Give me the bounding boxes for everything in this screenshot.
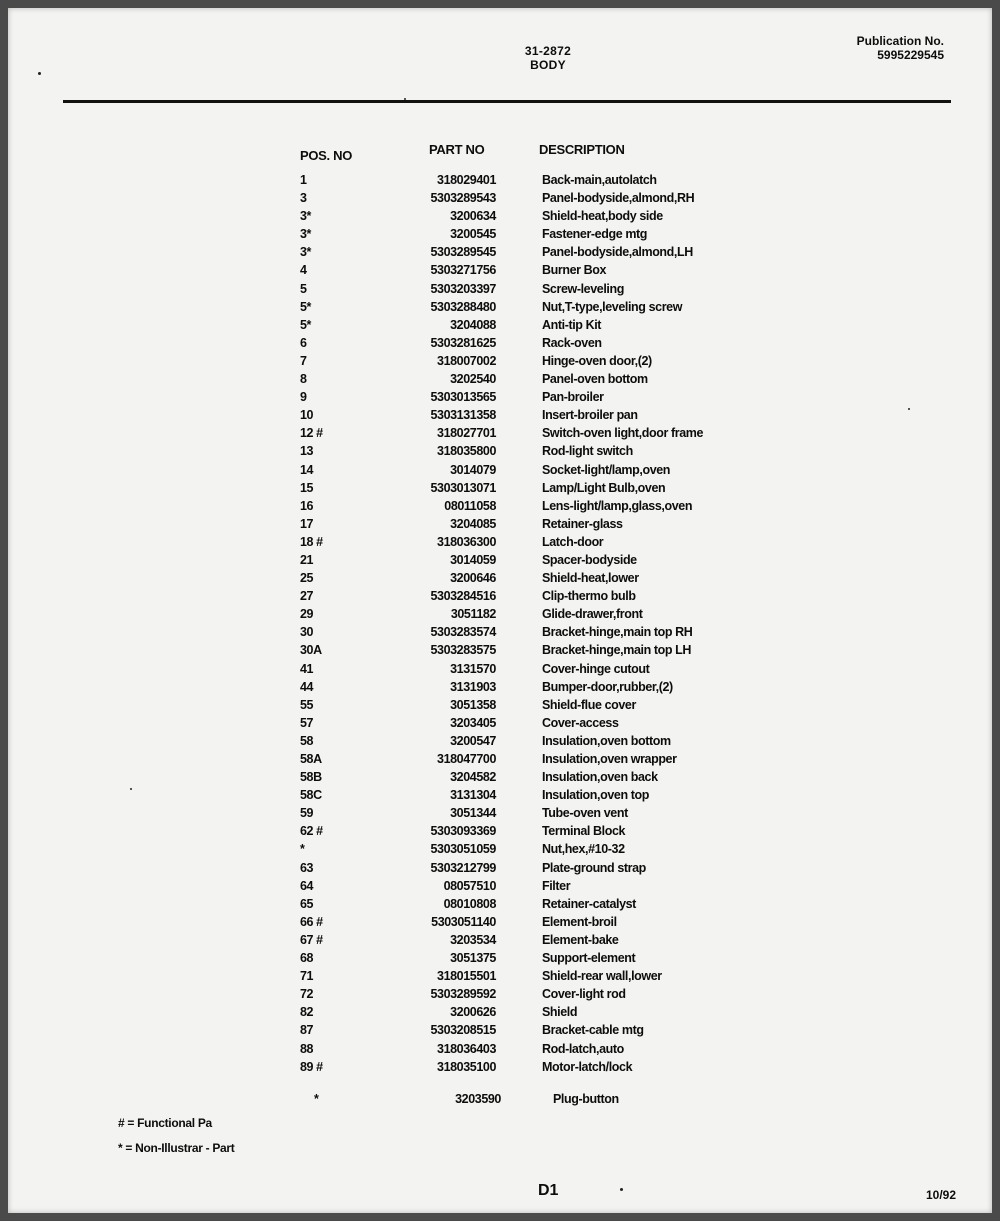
- part-description: Shield-rear wall,lower: [542, 969, 662, 984]
- section-title: BODY: [530, 58, 566, 72]
- position-number: 68: [300, 951, 314, 966]
- part-number: 3200634: [450, 209, 496, 224]
- table-row: [8, 336, 992, 354]
- part-description: Element-bake: [542, 932, 619, 947]
- position-number: 29: [300, 607, 314, 622]
- table-row: [8, 879, 992, 897]
- revision-date: 10/92: [925, 1188, 956, 1202]
- part-description: Panel-bodyside,almond,LH: [542, 245, 693, 260]
- scan-speck: [404, 98, 406, 100]
- part-number: 318029401: [437, 173, 496, 187]
- position-number: 27: [300, 589, 314, 604]
- part-description: Socket-light/lamp,oven: [542, 462, 671, 477]
- position-number: 6: [300, 335, 307, 350]
- part-number: 3200626: [450, 1005, 496, 1020]
- table-row: [8, 987, 992, 1005]
- part-number: 3051344: [450, 806, 496, 821]
- position-number: 41: [300, 661, 314, 676]
- part-number: 318027701: [437, 426, 496, 441]
- part-description: Motor-latch/lock: [542, 1059, 633, 1074]
- part-number: 318035100: [437, 1059, 496, 1074]
- table-row: [8, 698, 992, 716]
- part-description: Latch-door: [542, 534, 604, 549]
- table-row: [8, 680, 992, 698]
- part-number: 08010808: [443, 896, 496, 911]
- part-number: 3131903: [450, 679, 496, 694]
- part-description: Rod-light switch: [542, 444, 633, 459]
- table-row: [8, 1060, 992, 1078]
- position-number: 17: [300, 516, 314, 531]
- part-description: Switch-oven light,door frame: [542, 426, 704, 441]
- position-number: 55: [300, 697, 314, 712]
- part-description: Panel-oven bottom: [542, 372, 648, 387]
- part-description: Insert-broiler pan: [542, 408, 638, 423]
- part-number: 3200545: [450, 227, 496, 242]
- part-description: Burner Box: [542, 263, 607, 278]
- position-number: 21: [300, 552, 314, 567]
- part-description: Nut,hex,#10-32: [542, 842, 625, 857]
- position-number: 3*: [300, 227, 312, 242]
- position-number: 25: [300, 571, 314, 586]
- part-description: Insulation,oven back: [542, 770, 658, 785]
- part-number: 5303271756: [430, 263, 496, 278]
- part-description: Bracket-hinge,main top LH: [542, 643, 692, 658]
- position-number: 15: [300, 480, 314, 495]
- part-description: Nut,T-type,leveling screw: [542, 299, 683, 314]
- part-description: Hinge-oven door,(2): [542, 353, 652, 368]
- legend-functional: # = Functional Pa: [118, 1116, 212, 1130]
- part-number: 3051182: [450, 607, 496, 622]
- table-row: [8, 318, 992, 336]
- part-number: 08011058: [444, 498, 496, 513]
- table-row: [8, 535, 992, 553]
- table-row: [8, 227, 992, 245]
- part-description: Shield: [542, 1005, 578, 1020]
- table-row: [8, 517, 992, 535]
- table-row: [8, 770, 992, 788]
- part-description: Bumper-door,rubber,(2): [542, 679, 673, 694]
- part-number: 3200547: [450, 733, 496, 748]
- column-header-pos: POS. NO: [300, 148, 353, 163]
- part-number: 5303289545: [430, 245, 496, 260]
- position-number: 59: [300, 806, 314, 821]
- scan-speck: [908, 408, 910, 410]
- part-number: 5303051059: [430, 842, 496, 857]
- part-number: 318036300: [437, 534, 496, 549]
- table-row: [8, 354, 992, 372]
- table-row: [8, 806, 992, 824]
- table-row: [8, 897, 992, 915]
- table-row: [8, 408, 992, 426]
- extra-pos: *: [314, 1092, 319, 1106]
- table-row: [8, 752, 992, 770]
- part-number: 3203534: [450, 932, 496, 947]
- table-row: [8, 643, 992, 661]
- part-description: Lens-light/lamp,glass,oven: [542, 498, 693, 513]
- table-row: [8, 282, 992, 300]
- part-number: 3131304: [450, 788, 496, 803]
- position-number: 5*: [300, 317, 312, 332]
- position-number: 88: [300, 1041, 314, 1056]
- position-number: *: [300, 842, 305, 857]
- position-number: 58A: [300, 752, 322, 766]
- position-number: 58B: [300, 770, 322, 785]
- part-number: 3203405: [450, 715, 496, 730]
- parts-table: [8, 173, 992, 1078]
- table-row: [8, 625, 992, 643]
- position-number: 30A: [300, 643, 322, 658]
- table-row: [8, 463, 992, 481]
- position-number: 16: [300, 498, 314, 513]
- part-number: 3204088: [450, 317, 496, 332]
- part-description: Shield-heat,body side: [542, 209, 663, 224]
- legend-non-illustrated: * = Non-Illustrar - Part: [118, 1141, 235, 1155]
- part-number: 318007002: [437, 353, 496, 368]
- part-description: Tube-oven vent: [542, 806, 628, 821]
- table-row: [8, 788, 992, 806]
- position-number: 3*: [300, 209, 312, 224]
- part-description: Screw-leveling: [542, 281, 624, 296]
- position-number: 71: [300, 969, 314, 984]
- part-description: Panel-bodyside,almond,RH: [542, 191, 695, 206]
- table-row: [8, 1005, 992, 1023]
- position-number: 62 #: [300, 824, 323, 839]
- position-number: 87: [300, 1023, 314, 1038]
- part-number: 5303013565: [430, 390, 496, 405]
- position-number: 1: [300, 173, 307, 187]
- table-row: [8, 1023, 992, 1041]
- table-row: [8, 426, 992, 444]
- position-number: 65: [300, 896, 314, 911]
- part-description: Element-broil: [542, 914, 617, 929]
- part-number: 5303284516: [430, 589, 496, 604]
- publication-number: 5995229545: [877, 48, 944, 62]
- header-rule: [63, 100, 951, 103]
- model-number: 31-2872: [524, 44, 572, 58]
- publication-block: [804, 34, 944, 62]
- position-number: 58: [300, 733, 314, 748]
- position-number: 3: [300, 191, 307, 206]
- table-row: [8, 842, 992, 860]
- position-number: 9: [300, 390, 307, 405]
- part-description: Spacer-bodyside: [542, 552, 637, 567]
- part-number: 318015501: [437, 969, 496, 984]
- part-description: Support-element: [542, 951, 636, 966]
- part-number: 5303212799: [430, 860, 496, 875]
- part-description: Shield-heat,lower: [542, 571, 639, 586]
- position-number: 82: [300, 1005, 314, 1020]
- part-number: 5303093369: [430, 824, 496, 839]
- parts-list-page: [8, 8, 992, 1213]
- part-description: Pan-broiler: [542, 390, 604, 405]
- table-row: [8, 372, 992, 390]
- position-number: 30: [300, 625, 314, 640]
- extra-description: Plug-button: [553, 1092, 619, 1106]
- position-number: 14: [300, 462, 314, 477]
- part-description: Back-main,autolatch: [542, 173, 657, 187]
- table-row: [8, 191, 992, 209]
- part-number: 3051358: [450, 697, 496, 712]
- table-row: [8, 553, 992, 571]
- position-number: 4: [300, 263, 307, 278]
- table-row: [8, 969, 992, 987]
- position-number: 5*: [300, 299, 312, 314]
- part-description: Fastener-edge mtg: [542, 227, 648, 242]
- part-number: 5303208515: [430, 1023, 496, 1038]
- position-number: 58C: [300, 788, 322, 803]
- part-description: Plate-ground strap: [542, 860, 646, 875]
- part-description: Bracket-cable mtg: [542, 1023, 644, 1038]
- position-number: 10: [300, 408, 314, 423]
- extra-part-number: 3203590: [455, 1092, 501, 1106]
- position-number: 8: [300, 372, 307, 387]
- table-row: [8, 951, 992, 969]
- column-header-part: PART NO: [429, 142, 485, 157]
- table-row: [8, 933, 992, 951]
- position-number: 3*: [300, 245, 312, 260]
- part-number: 3051375: [450, 951, 496, 966]
- part-description: Filter: [542, 878, 571, 893]
- part-number: 5303131358: [430, 408, 496, 423]
- publication-label: Publication No.: [856, 34, 944, 48]
- table-row: [8, 716, 992, 734]
- table-row: [8, 607, 992, 625]
- part-number: 318047700: [437, 752, 496, 766]
- position-number: 72: [300, 987, 314, 1002]
- part-number: 3014059: [450, 552, 496, 567]
- position-number: 89 #: [300, 1059, 323, 1074]
- position-number: 12 #: [300, 426, 323, 441]
- position-number: 57: [300, 715, 314, 730]
- part-description: Insulation,oven wrapper: [542, 752, 677, 766]
- part-description: Clip-thermo bulb: [542, 589, 636, 604]
- scan-speck: [38, 72, 41, 75]
- part-description: Bracket-hinge,main top RH: [542, 625, 693, 640]
- position-number: 63: [300, 860, 314, 875]
- part-number: 5303051140: [431, 914, 496, 929]
- model-header: [478, 44, 618, 72]
- part-description: Rack-oven: [542, 335, 602, 350]
- part-description: Rod-latch,auto: [542, 1041, 624, 1056]
- position-number: 5: [300, 281, 307, 296]
- table-row: [8, 263, 992, 281]
- part-number: 5303283574: [430, 625, 496, 640]
- part-number: 3200646: [450, 571, 496, 586]
- part-number: 5303013071: [430, 480, 496, 495]
- scan-speck: [130, 788, 132, 790]
- part-number: 08057510: [443, 878, 496, 893]
- table-row: [8, 824, 992, 842]
- position-number: 18 #: [300, 534, 323, 549]
- position-number: 44: [300, 679, 314, 694]
- part-description: Retainer-catalyst: [542, 896, 636, 911]
- position-number: 64: [300, 878, 314, 893]
- part-number: 3204582: [450, 770, 496, 785]
- column-header-description: DESCRIPTION: [539, 142, 625, 157]
- part-description: Insulation,oven top: [542, 788, 649, 803]
- part-number: 5303289592: [430, 987, 496, 1002]
- scan-speck: [620, 1188, 623, 1191]
- table-row: [8, 390, 992, 408]
- table-row: [8, 734, 992, 752]
- position-number: 66 #: [300, 914, 323, 929]
- table-row: [8, 861, 992, 879]
- part-number: 5303283575: [430, 643, 496, 658]
- table-row: [8, 589, 992, 607]
- table-row: [8, 1042, 992, 1060]
- position-number: 7: [300, 353, 307, 368]
- part-number: 5303203397: [430, 281, 496, 296]
- table-row: [8, 915, 992, 933]
- page-code: D1: [538, 1182, 559, 1199]
- extra-part-row: [8, 1092, 992, 1110]
- part-description: Cover-hinge cutout: [542, 661, 650, 676]
- part-number: 5303289543: [430, 191, 496, 206]
- part-number: 3131570: [450, 661, 496, 676]
- position-number: 13: [300, 444, 314, 459]
- part-number: 5303288480: [430, 299, 496, 314]
- table-row: [8, 662, 992, 680]
- part-number: 318036403: [437, 1041, 496, 1056]
- table-row: [8, 444, 992, 462]
- part-description: Insulation,oven bottom: [542, 733, 671, 748]
- part-number: 3204085: [450, 516, 496, 531]
- table-row: [8, 245, 992, 263]
- part-number: 318035800: [437, 444, 496, 459]
- part-description: Glide-drawer,front: [542, 607, 643, 622]
- part-description: Anti-tip Kit: [542, 317, 602, 332]
- table-row: [8, 300, 992, 318]
- part-description: Cover-access: [542, 715, 619, 730]
- position-number: 67 #: [300, 932, 323, 947]
- part-description: Terminal Block: [542, 824, 626, 839]
- part-number: 3014079: [450, 462, 496, 477]
- table-row: [8, 481, 992, 499]
- table-row: [8, 571, 992, 589]
- part-number: 3202540: [450, 372, 496, 387]
- part-description: Retainer-glass: [542, 516, 623, 531]
- part-description: Lamp/Light Bulb,oven: [542, 480, 666, 495]
- part-number: 5303281625: [430, 335, 496, 350]
- part-description: Shield-flue cover: [542, 697, 636, 712]
- part-description: Cover-light rod: [542, 987, 626, 1002]
- table-row: [8, 209, 992, 227]
- table-row: [8, 499, 992, 517]
- table-row: [8, 173, 992, 191]
